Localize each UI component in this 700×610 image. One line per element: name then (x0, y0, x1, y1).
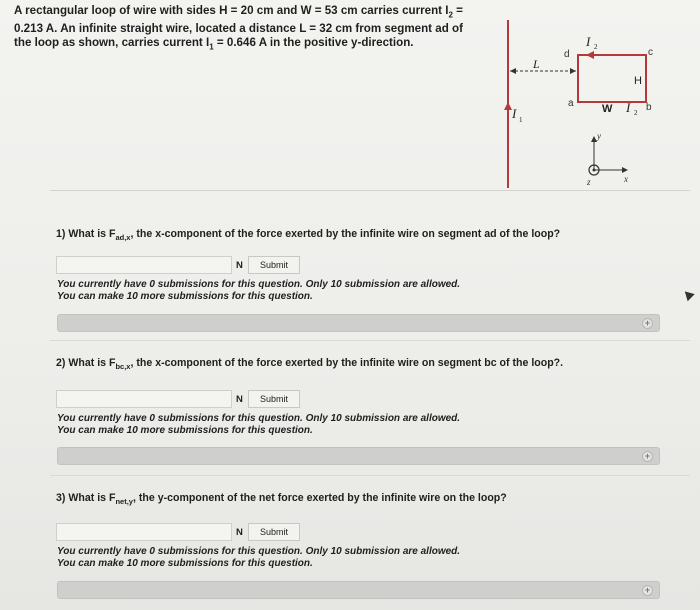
expand-icon[interactable]: + (642, 451, 653, 462)
question-1-text: 1) What is $F_{ad,x}$, the x-component of the force exerted by the infinite wire on segment ad of the loop? (56, 228, 561, 243)
question-separator (50, 340, 690, 341)
label-i2: I (626, 100, 631, 115)
question-2-answer-row (56, 390, 456, 410)
corner-b: b (646, 102, 652, 113)
wire-current-arrow (504, 102, 512, 110)
corner-a: a (568, 98, 574, 109)
z-axis-dot (593, 169, 596, 172)
question-1-answer-row (56, 256, 456, 276)
question-3-unit-label: N (236, 527, 243, 538)
question-1-unit-label: N (236, 260, 243, 271)
label-i1: I (512, 106, 517, 121)
label-h: H (634, 75, 642, 87)
label-i2-sub: 2 (634, 109, 638, 117)
question-3-status: You currently have 0 submissions for this question. Only 10 submission are allowed. You can make 10 more submissions for this question. (57, 546, 461, 569)
label-y: y (597, 131, 601, 141)
question-2-text: 2) What is $F_{bc,x}$, the x-component of the force exerted by the infinite wire on segment bc of the loop?. (56, 357, 564, 372)
expand-icon[interactable]: + (642, 585, 653, 596)
question-1-hint-bar[interactable] (57, 314, 660, 332)
corner-c: c (648, 47, 653, 58)
question-3-hint-bar[interactable] (57, 581, 660, 599)
section-divider (50, 190, 690, 191)
corner-d: d (564, 49, 570, 60)
label-i1-sub: 1 (519, 116, 523, 124)
label-x: x (624, 174, 628, 184)
question-1-submit-button[interactable]: Submit (248, 256, 300, 274)
question-2-submit-button[interactable]: Submit (248, 390, 300, 408)
label-i2-top: I (586, 34, 591, 49)
expand-icon[interactable]: + (642, 318, 653, 329)
label-i2-top-sub: 2 (594, 43, 598, 51)
question-2-unit-label: N (236, 394, 243, 405)
question-3-text: 3) What is $F_{net,y}$, the y-component of the net force exerted by the infinite wire on the loop? (56, 492, 507, 507)
question-3-submit-button[interactable]: Submit (248, 523, 300, 541)
question-1-answer-input[interactable] (56, 256, 232, 274)
question-1-status: You currently have 0 submissions for this question. Only 10 submission are allowed. You can make 10 more submissions for this question. (57, 279, 461, 302)
loop-current-arrow (586, 51, 594, 59)
mouse-cursor-icon (681, 288, 694, 301)
label-l: L (533, 57, 540, 71)
question-2-answer-input[interactable] (56, 390, 232, 408)
x-axis-arrow (622, 167, 628, 173)
problem-statement: A rectangular loop of wire with sides H = 20 cm and W = 53 cm carries current $I_2$ = 0.213 A. An infinite straight wire, located a distance L = 32 cm from segment ad of the loop as shown, carries current $I_1 = 0.646$ A in the positive y-direction. (14, 4, 463, 52)
question-2-status: You currently have 0 submissions for this question. Only 10 submission are allowed. You can make 10 more submissions for this question. (57, 413, 461, 436)
question-3-answer-input[interactable] (56, 523, 232, 541)
label-w: W (602, 103, 613, 115)
l-arrow-left (510, 68, 516, 74)
question-separator (50, 475, 690, 476)
question-2-hint-bar[interactable] (57, 447, 660, 465)
label-z: z (587, 177, 591, 187)
loop-wire-diagram (498, 10, 678, 195)
l-arrow-right (570, 68, 576, 74)
question-3-answer-row (56, 523, 456, 543)
